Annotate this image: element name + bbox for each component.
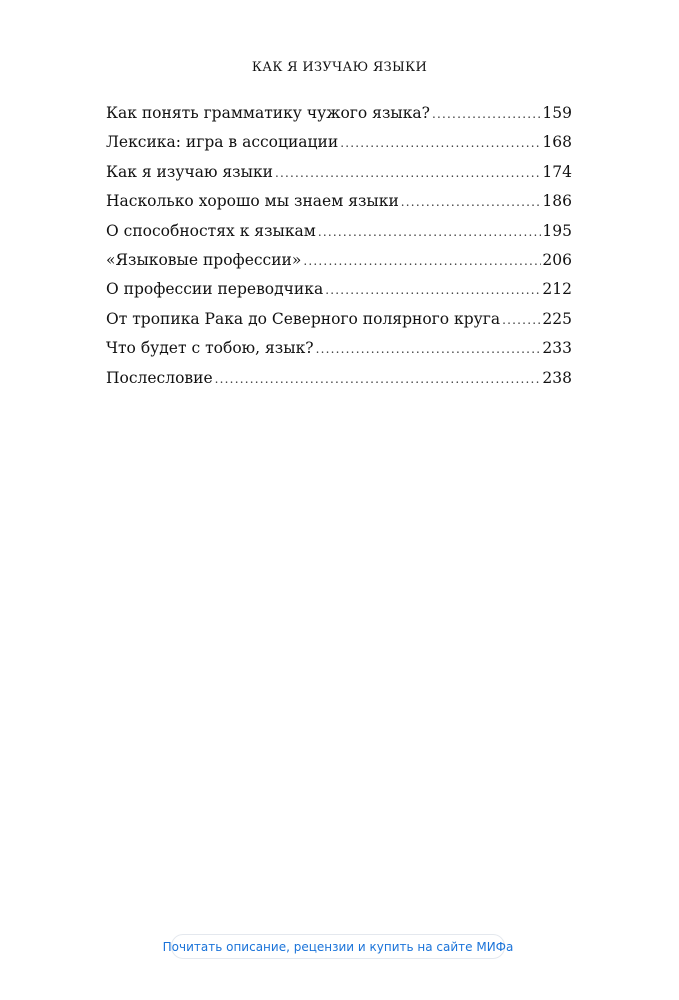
toc-dot-leader bbox=[215, 372, 542, 386]
toc-entry bbox=[106, 280, 572, 309]
toc-entry-title: От тропика Рака до Северного полярного круга bbox=[106, 309, 501, 328]
toc-dot-leader bbox=[401, 195, 542, 209]
toc-entry-title: Как я изучаю языки bbox=[106, 162, 273, 181]
toc-entry-title: Лексика: игра в ассоциации bbox=[106, 133, 339, 152]
toc-dot-leader bbox=[502, 313, 541, 327]
toc-dot-leader bbox=[275, 166, 541, 180]
running-head: КАК Я ИЗУЧАЮ ЯЗЫКИ bbox=[251, 60, 428, 75]
toc-entry-title: О способностях к языкам bbox=[106, 221, 316, 240]
toc-entry bbox=[106, 104, 572, 133]
toc-entry bbox=[106, 251, 572, 280]
toc-dot-leader bbox=[316, 342, 542, 356]
toc-entry-title: Послесловие bbox=[106, 368, 213, 387]
toc-entry-title: Что будет с тобою, язык? bbox=[106, 339, 314, 358]
toc-entry bbox=[106, 133, 572, 162]
toc-entry-title: «Языковые профессии» bbox=[106, 250, 302, 269]
toc-entry-title: Как понять грамматику чужого языка? bbox=[106, 104, 430, 122]
toc-entry bbox=[106, 222, 572, 251]
toc-entry bbox=[106, 339, 572, 368]
toc-entry bbox=[106, 163, 572, 192]
toc-entry-page: 174 bbox=[542, 162, 572, 181]
toc-dot-leader bbox=[432, 107, 541, 121]
toc-dot-leader bbox=[325, 283, 541, 297]
toc-entry-page: 233 bbox=[542, 339, 572, 358]
table-of-contents bbox=[106, 104, 572, 398]
toc-dot-leader bbox=[303, 254, 541, 268]
toc-entry-page: 225 bbox=[542, 309, 572, 328]
toc-dot-leader bbox=[318, 225, 542, 239]
toc-entry bbox=[106, 310, 572, 339]
toc-entry-title: Насколько хорошо мы знаем языки bbox=[106, 192, 399, 211]
publisher-site-link[interactable]: Почитать описание, рецензии и купить на сайте МИФа bbox=[171, 934, 505, 959]
toc-entry-page: 186 bbox=[542, 192, 572, 211]
toc-entry-page: 195 bbox=[542, 221, 572, 240]
toc-entry bbox=[106, 192, 572, 221]
toc-entry-page: 159 bbox=[542, 104, 572, 122]
toc-entry-page: 206 bbox=[542, 250, 572, 269]
toc-entry bbox=[106, 369, 572, 398]
toc-entry-page: 212 bbox=[542, 280, 572, 299]
toc-entry-page: 168 bbox=[542, 133, 572, 152]
toc-dot-leader bbox=[340, 136, 541, 150]
toc-entry-title: О профессии переводчика bbox=[106, 280, 324, 299]
toc-entry-page: 238 bbox=[542, 368, 572, 387]
